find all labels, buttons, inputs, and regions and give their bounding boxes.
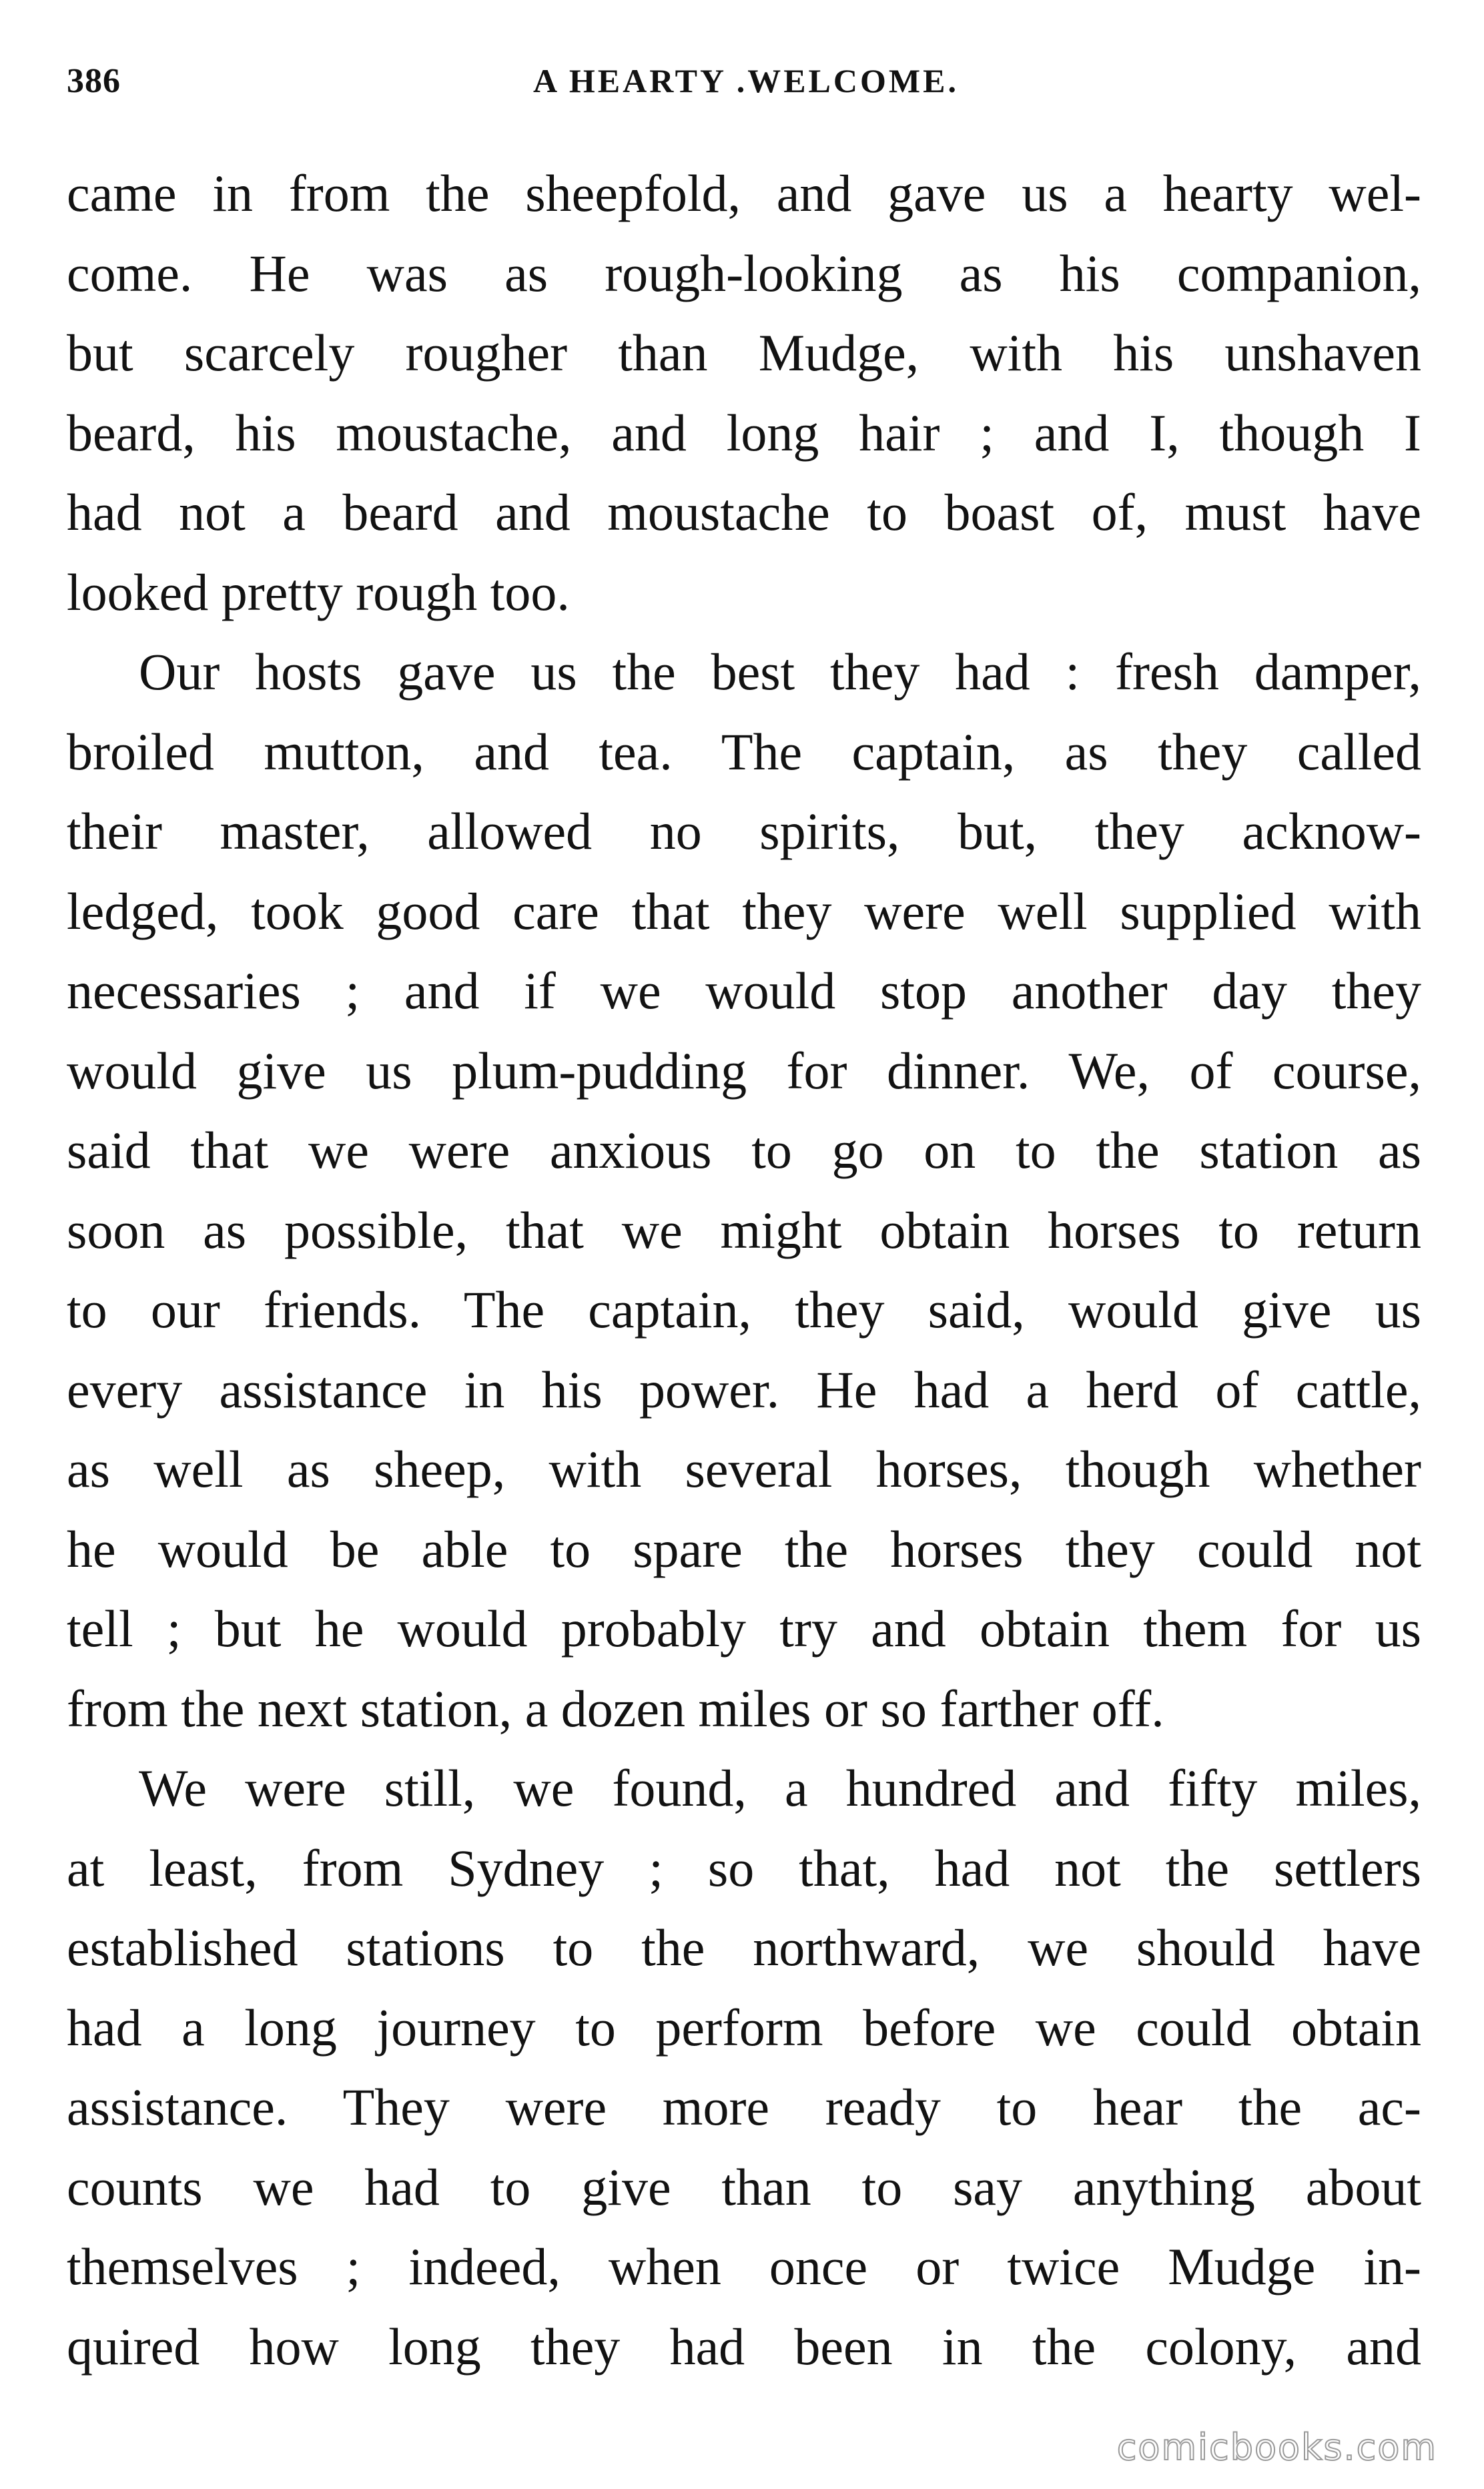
text-line: at least, from Sydney ; so that, had not the settlers <box>67 1838 1421 1897</box>
text-line: to our friends. The captain, they said, would give us <box>67 1281 1421 1339</box>
paragraph <box>67 153 1421 632</box>
text-line: soon as possible, that we might obtain horses to return <box>67 1200 1421 1259</box>
text-line: necessaries ; and if we would stop another day they <box>67 962 1421 1020</box>
text-line: beard, his moustache, and long hair ; and I, though I <box>67 403 1421 462</box>
text-line: Our hosts gave us the best they had : fresh damper, <box>139 643 1421 701</box>
text-line: broiled mutton, and tea. The captain, as they called <box>67 722 1421 781</box>
text-line: ledged, took good care that they were well supplied with <box>67 881 1421 940</box>
text-line: quired how long they had been in the colony, and <box>67 2317 1421 2376</box>
body-text <box>67 153 1421 2386</box>
text-line: established stations to the northward, we should have <box>67 1918 1421 1977</box>
text-line: their master, allowed no spirits, but, they acknow- <box>67 802 1421 860</box>
paragraph <box>67 1748 1421 2386</box>
text-line: from the next station, a dozen miles or so farther off. <box>67 1679 1164 1738</box>
text-line: came in from the sheepfold, and gave us a hearty wel- <box>67 164 1421 222</box>
text-line: had not a beard and moustache to boast of, must have <box>67 483 1421 541</box>
text-line: as well as sheep, with several horses, though whether <box>67 1440 1421 1498</box>
text-line: would give us plum-pudding for dinner. We, of course, <box>67 1041 1421 1100</box>
text-line: said that we were anxious to go on to the station as <box>67 1121 1421 1179</box>
text-line: themselves ; indeed, when once or twice Mudge in- <box>67 2237 1421 2295</box>
text-line: assistance. They were more ready to hear the ac- <box>67 2078 1421 2136</box>
text-line: he would be able to spare the horses they could not <box>67 1519 1421 1578</box>
running-head: A HEARTY .WELCOME. <box>533 62 959 99</box>
text-line: looked pretty rough too. <box>67 563 570 621</box>
paragraph <box>67 632 1421 1748</box>
page-number: 386 <box>67 62 121 100</box>
text-line: counts we had to give than to say anything about <box>67 2157 1421 2216</box>
text-line: but scarcely rougher than Mudge, with his unshaven <box>67 324 1421 382</box>
text-line: We were still, we found, a hundred and fifty miles, <box>139 1759 1421 1817</box>
watermark: comicbooks.com <box>1116 2426 1437 2468</box>
text-line: had a long journey to perform before we could obtain <box>67 1998 1421 2057</box>
text-line: every assistance in his power. He had a herd of cattle, <box>67 1360 1421 1419</box>
text-line: come. He was as rough-looking as his companion, <box>67 244 1421 302</box>
text-line: tell ; but he would probably try and obtain them for us <box>67 1599 1421 1658</box>
page-header <box>67 61 1425 115</box>
